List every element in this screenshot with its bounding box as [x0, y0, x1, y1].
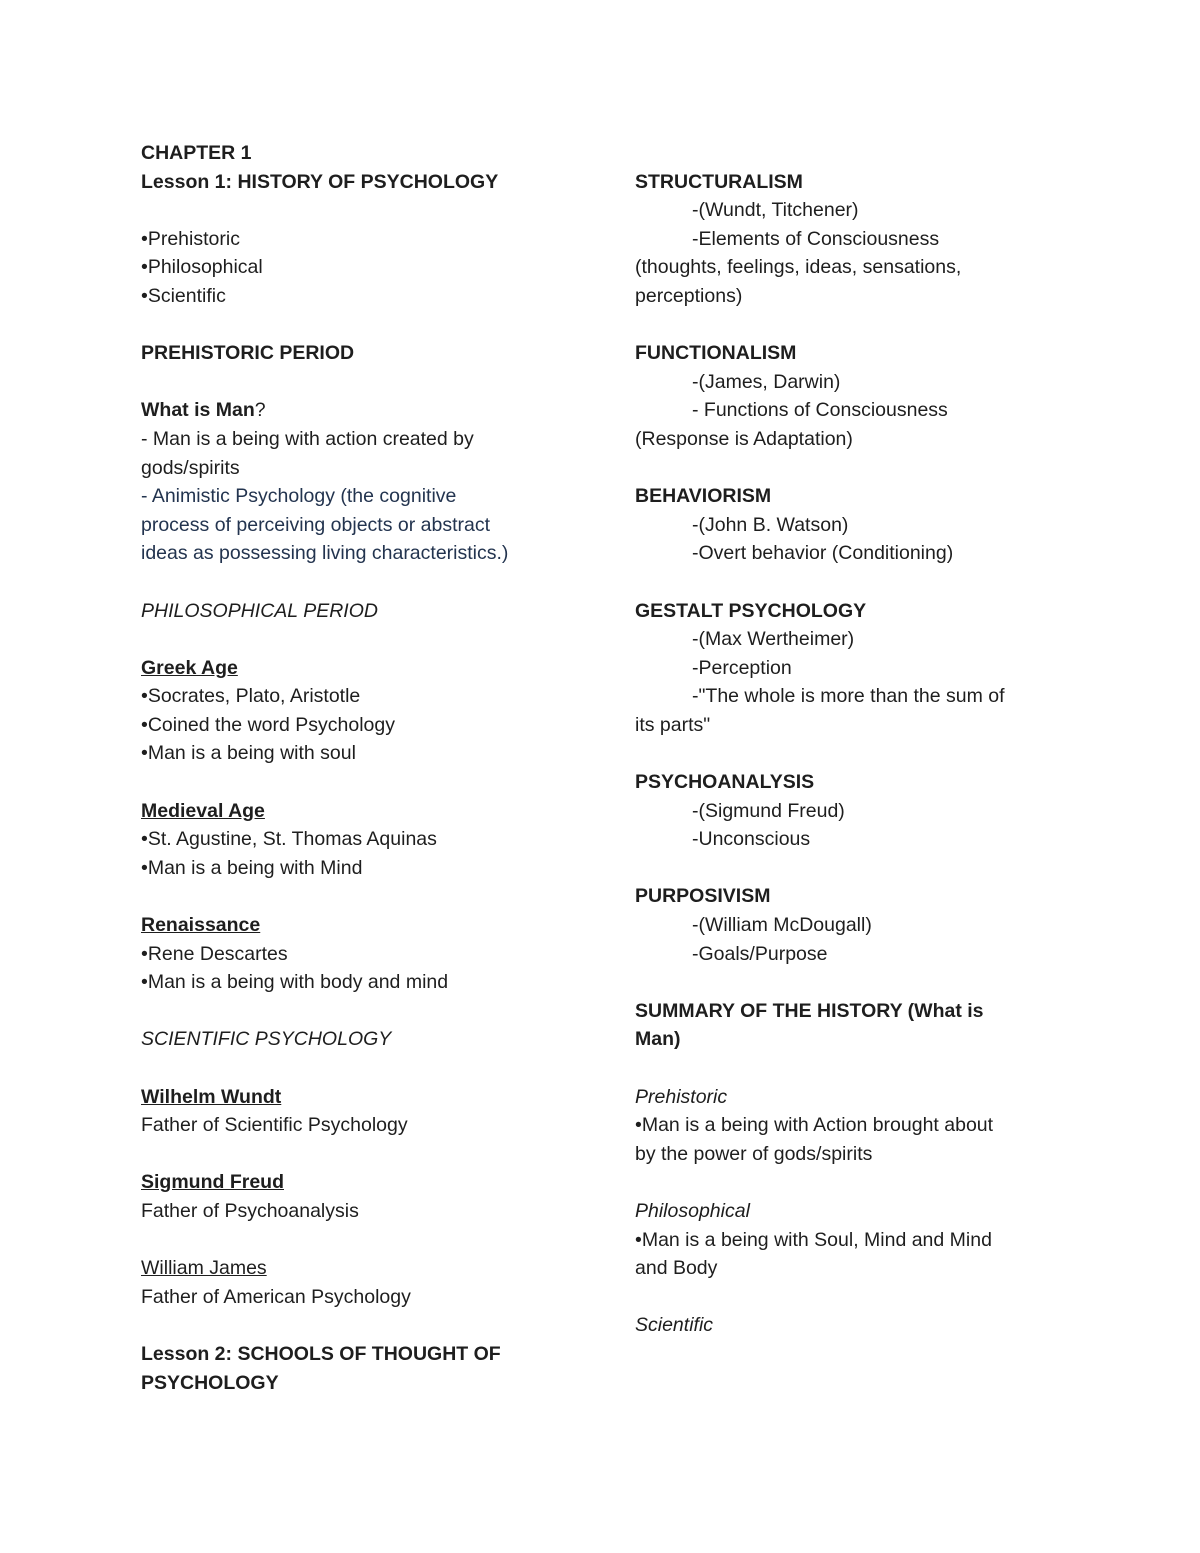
renaissance-title: Renaissance [141, 914, 261, 937]
medieval-age-item: •Man is a being with Mind [141, 856, 363, 879]
greek-age-item: •Socrates, Plato, Aristotle [141, 685, 361, 708]
scientific-heading: SCIENTIFIC PSYCHOLOGY [141, 1028, 392, 1051]
lesson2-title: PSYCHOLOGY [141, 1371, 279, 1394]
functionalism-title: FUNCTIONALISM [635, 342, 797, 365]
man-action-line: gods/spirits [141, 456, 240, 479]
purposivism-title: PURPOSIVISM [635, 885, 771, 908]
animistic-line: ideas as possessing living characteristics.) [141, 542, 509, 565]
what-is-man-question: ? [254, 399, 266, 422]
right-column [635, 139, 1065, 1340]
freud-name: Sigmund Freud [141, 1171, 284, 1194]
behaviorism-title: BEHAVIORISM [635, 485, 772, 508]
psychoanalysis-item: -Unconscious [692, 828, 811, 851]
animistic-line: - Animistic Psychology (the cognitive [141, 485, 457, 508]
prehistoric-heading: PREHISTORIC PERIOD [141, 342, 355, 365]
man-action-line: - Man is a being with action created by [141, 427, 474, 450]
chapter-title: CHAPTER 1 [141, 142, 252, 164]
what-is-man-bold: What is Man [141, 399, 255, 422]
summary-philosophical-line: and Body [635, 1257, 718, 1280]
period-item: •Philosophical [141, 256, 263, 279]
summary-philosophical-line: •Man is a being with Soul, Mind and Mind [635, 1228, 992, 1251]
greek-age-item: •Man is a being with soul [141, 742, 356, 765]
summary-prehistoric-line: •Man is a being with Action brought about [635, 1114, 994, 1137]
medieval-age-item: •St. Agustine, St. Thomas Aquinas [141, 828, 437, 851]
summary-philosophical-label: Philosophical [635, 1199, 750, 1222]
functionalism-item: -(James, Darwin) [692, 370, 841, 393]
structuralism-item: -(Wundt, Titchener) [692, 199, 859, 222]
summary-prehistoric-label: Prehistoric [635, 1085, 728, 1108]
medieval-age-title: Medieval Age [141, 799, 265, 822]
lesson1-title: Lesson 1: HISTORY OF PSYCHOLOGY [141, 170, 499, 193]
summary-title: Man) [635, 1028, 681, 1051]
functionalism-cont: (Response is Adaptation) [635, 427, 853, 450]
wundt-name: Wilhelm Wundt [141, 1085, 282, 1108]
structuralism-cont: perceptions) [635, 284, 743, 307]
psychoanalysis-title: PSYCHOANALYSIS [635, 771, 815, 794]
summary-title: SUMMARY OF THE HISTORY (What is [635, 999, 984, 1022]
summary-scientific-label: Scientific [635, 1314, 714, 1337]
summary-prehistoric-line: by the power of gods/spirits [635, 1142, 873, 1165]
freud-desc: Father of Psychoanalysis [141, 1199, 359, 1222]
period-item: •Prehistoric [141, 227, 240, 250]
psychoanalysis-item: -(Sigmund Freud) [692, 799, 845, 822]
renaissance-item: •Rene Descartes [141, 942, 288, 965]
gestalt-cont: its parts" [635, 713, 711, 736]
gestalt-title: GESTALT PSYCHOLOGY [635, 599, 867, 622]
left-column [141, 139, 581, 1397]
greek-age-item: •Coined the word Psychology [141, 713, 395, 736]
what-is-man-heading [141, 396, 581, 425]
behaviorism-item: -Overt behavior (Conditioning) [692, 542, 954, 565]
gestalt-item: -(Max Wertheimer) [692, 628, 855, 651]
wundt-desc: Father of Scientific Psychology [141, 1114, 408, 1137]
purposivism-item: -(William McDougall) [692, 914, 872, 937]
animistic-line: process of perceiving objects or abstract [141, 513, 491, 536]
period-item: •Scientific [141, 284, 226, 307]
structuralism-item: -Elements of Consciousness [692, 227, 940, 250]
structuralism-cont: (thoughts, feelings, ideas, sensations, [635, 256, 962, 279]
james-name: William James [141, 1257, 267, 1280]
gestalt-item: -Perception [692, 656, 792, 679]
functionalism-item: - Functions of Consciousness [692, 399, 948, 422]
greek-age-title: Greek Age [141, 656, 238, 679]
behaviorism-item: -(John B. Watson) [692, 513, 849, 536]
renaissance-item: •Man is a being with body and mind [141, 971, 449, 994]
philosophical-heading: PHILOSOPHICAL PERIOD [141, 599, 378, 622]
gestalt-item: -"The whole is more than the sum of [692, 685, 1005, 708]
james-desc: Father of American Psychology [141, 1285, 411, 1308]
lesson2-title: Lesson 2: SCHOOLS OF THOUGHT OF [141, 1342, 501, 1365]
structuralism-title: STRUCTURALISM [635, 170, 803, 193]
purposivism-item: -Goals/Purpose [692, 942, 828, 965]
